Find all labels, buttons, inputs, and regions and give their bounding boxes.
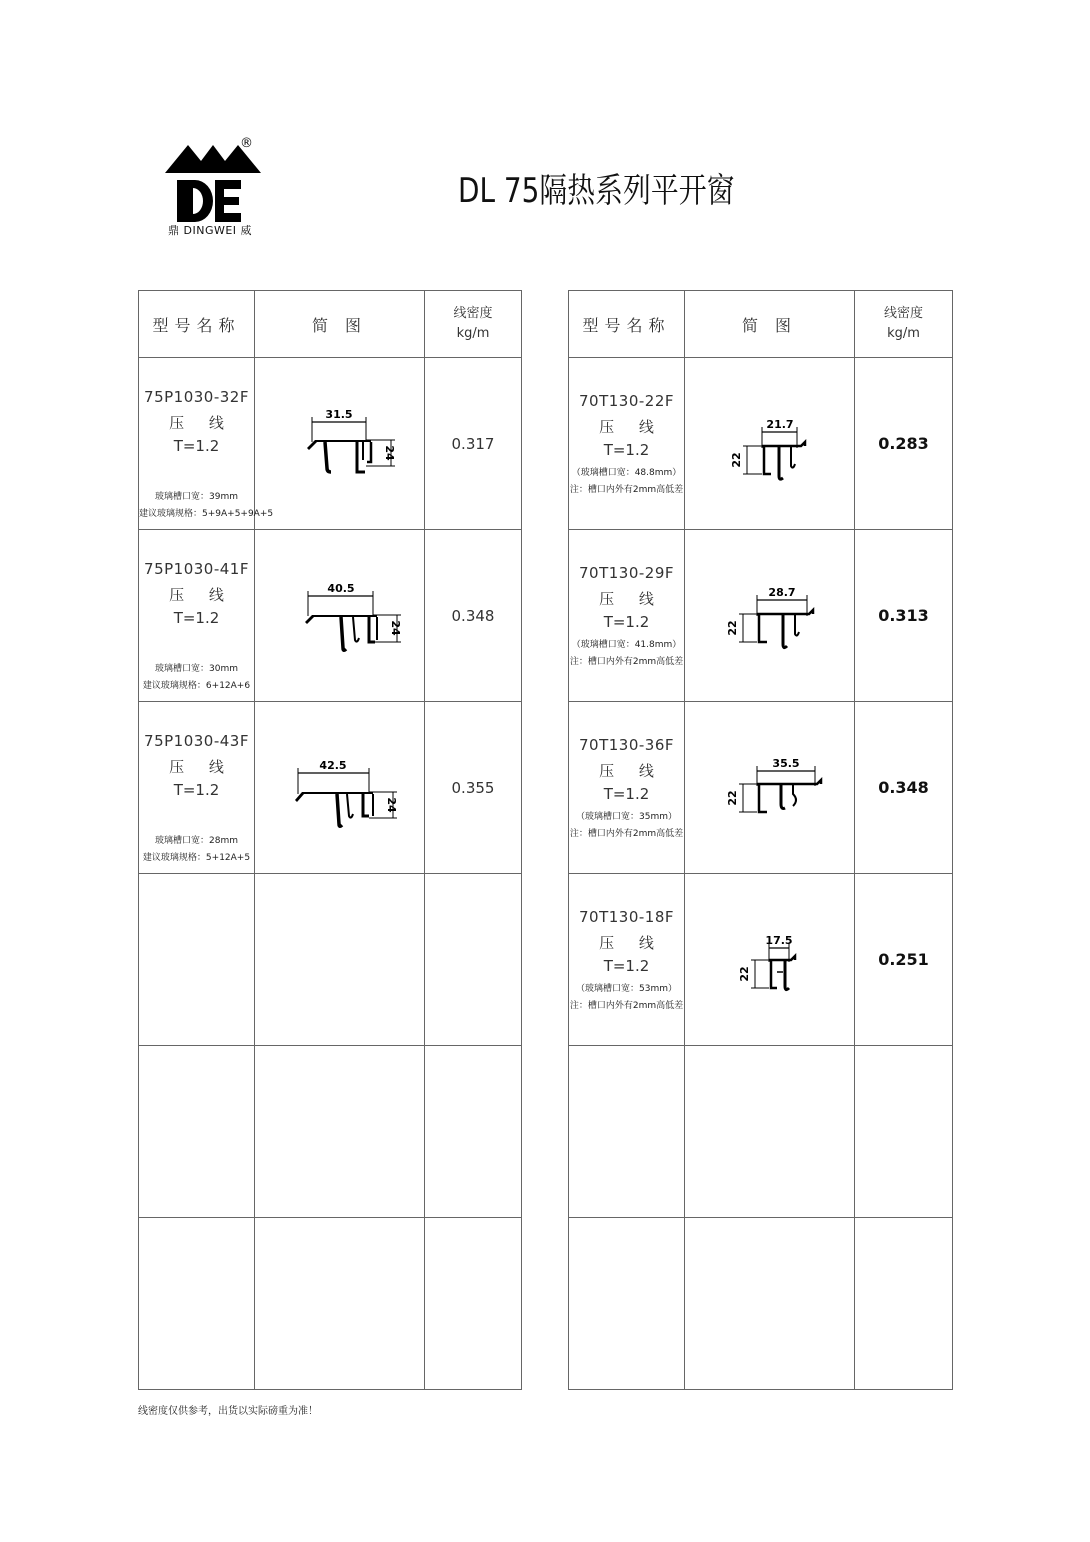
- table-row-empty: [139, 874, 522, 1046]
- model-name: 压 线: [599, 418, 664, 436]
- glass-slot-note: （玻璃槽口宽：53mm）: [576, 984, 677, 994]
- table-row: [139, 702, 522, 874]
- table-header-row: [139, 291, 522, 358]
- table-row: [569, 702, 953, 874]
- model-cell: [139, 358, 274, 530]
- model-cell: [569, 702, 685, 874]
- table-row: [569, 874, 953, 1046]
- model-thickness: T=1.2: [603, 613, 650, 631]
- col-header-density-unit: kg/m: [887, 326, 920, 341]
- height-dimension: 22: [729, 451, 743, 468]
- height-dimension: 24: [384, 796, 398, 813]
- profile-diagram: [695, 384, 845, 504]
- profile-diagram: [695, 556, 845, 676]
- table-row-empty: [139, 1218, 522, 1390]
- diagram-cell: [685, 702, 855, 874]
- model-name: 压 线: [169, 586, 234, 604]
- col-header-diagram: 简 图: [685, 291, 855, 358]
- density-value: 0.348: [425, 530, 522, 702]
- model-cell: [569, 358, 685, 530]
- profile-diagram: [695, 728, 845, 848]
- diagram-cell: [255, 358, 425, 530]
- profile-diagram: [265, 384, 415, 504]
- width-dimension: 35.5: [771, 756, 800, 770]
- model-code: 70T130-36F: [578, 736, 674, 754]
- left-profile-table: [138, 290, 522, 1390]
- glass-slot-note: （玻璃槽口宽：48.8mm）: [571, 468, 682, 478]
- table-row: [139, 358, 522, 530]
- table-row-empty: [139, 1046, 522, 1218]
- glass-slot-note: 玻璃槽口宽：28mm: [155, 836, 238, 846]
- profile-diagram: [265, 728, 415, 848]
- model-thickness: T=1.2: [603, 957, 650, 975]
- model-thickness: T=1.2: [603, 441, 650, 459]
- width-dimension: 28.7: [767, 585, 796, 599]
- model-code: 70T130-18F: [578, 908, 674, 926]
- registered-mark: ®: [240, 136, 253, 151]
- col-header-model: 型号名称: [139, 291, 255, 358]
- height-diff-note: 注：槽口内外有2mm高低差: [569, 1001, 684, 1011]
- model-cell: [139, 702, 255, 874]
- diagram-cell: [685, 358, 855, 530]
- width-dimension: 31.5: [324, 407, 353, 421]
- height-dimension: 22: [725, 619, 739, 636]
- model-code: 75P1030-41F: [144, 560, 249, 578]
- height-diff-note: 注：槽口内外有2mm高低差: [569, 485, 684, 495]
- model-name: 压 线: [599, 762, 664, 780]
- model-name: 压 线: [169, 758, 234, 776]
- glass-slot-note: （玻璃槽口宽：41.8mm）: [571, 640, 682, 650]
- density-value: 0.313: [855, 530, 953, 702]
- model-thickness: T=1.2: [603, 785, 650, 803]
- width-dimension: 21.7: [765, 417, 794, 431]
- diagram-cell: [255, 702, 425, 874]
- model-cell: [569, 874, 685, 1046]
- density-value: 0.355: [425, 702, 522, 874]
- density-value: 0.251: [855, 874, 953, 1046]
- glass-spec-note: 建议玻璃规格：5+12A+5: [142, 853, 251, 863]
- model-name: 压 线: [169, 414, 234, 432]
- model-code: 75P1030-43F: [144, 732, 249, 750]
- profile-diagram: [695, 900, 845, 1020]
- table-row: [569, 358, 953, 530]
- model-code: 70T130-22F: [578, 392, 674, 410]
- diagram-cell: [685, 874, 855, 1046]
- height-dimension: 22: [725, 789, 739, 806]
- table-row-empty: [569, 1218, 953, 1390]
- model-code: 75P1030-32F: [144, 388, 249, 406]
- col-header-diagram: 简 图: [255, 291, 425, 358]
- height-diff-note: 注：槽口内外有2mm高低差: [569, 657, 684, 667]
- model-cell: [139, 530, 255, 702]
- glass-slot-note: 玻璃槽口宽：39mm: [155, 492, 238, 502]
- right-profile-table: [568, 290, 953, 1390]
- page-title: DL 75隔热系列平开窗: [458, 171, 735, 211]
- width-dimension: 42.5: [318, 758, 347, 772]
- col-header-density-label: 线密度: [453, 306, 493, 321]
- density-value: 0.317: [425, 358, 522, 530]
- diagram-cell: [255, 530, 425, 702]
- col-header-model: 型号名称: [569, 291, 685, 358]
- model-cell: [569, 530, 685, 702]
- model-thickness: T=1.2: [173, 437, 220, 455]
- table-row: [569, 530, 953, 702]
- height-diff-note: 注：槽口内外有2mm高低差: [569, 829, 684, 839]
- height-dimension: 24: [388, 619, 402, 636]
- height-dimension: 22: [737, 965, 751, 982]
- glass-slot-note: 玻璃槽口宽：30mm: [155, 664, 238, 674]
- col-header-density: [425, 291, 522, 358]
- glass-spec-note: 建议玻璃规格：6+12A+6: [142, 681, 251, 691]
- model-name: 压 线: [599, 934, 664, 952]
- glass-spec-note: 建议玻璃规格：5+9A+5+9A+5: [139, 509, 274, 519]
- logo-caption: 鼎 DINGWEI 威: [168, 224, 253, 237]
- diagram-cell: [685, 530, 855, 702]
- width-dimension: 40.5: [326, 581, 355, 595]
- height-dimension: 24: [382, 444, 396, 461]
- table-row: [139, 530, 522, 702]
- model-thickness: T=1.2: [173, 781, 220, 799]
- glass-slot-note: （玻璃槽口宽：35mm）: [576, 812, 677, 822]
- profile-diagram: [265, 556, 415, 676]
- table-header-row: [569, 291, 953, 358]
- model-name: 压 线: [599, 590, 664, 608]
- footnote: 线密度仅供参考，出货以实际磅重为准！: [138, 1406, 318, 1417]
- width-dimension: 17.5: [764, 933, 793, 947]
- col-header-density-label: 线密度: [883, 306, 923, 321]
- density-value: 0.283: [855, 358, 953, 530]
- table-row-empty: [569, 1046, 953, 1218]
- col-header-density-unit: kg/m: [456, 326, 490, 341]
- model-code: 70T130-29F: [578, 564, 674, 582]
- col-header-density: [855, 291, 953, 358]
- density-value: 0.348: [855, 702, 953, 874]
- model-thickness: T=1.2: [173, 609, 220, 627]
